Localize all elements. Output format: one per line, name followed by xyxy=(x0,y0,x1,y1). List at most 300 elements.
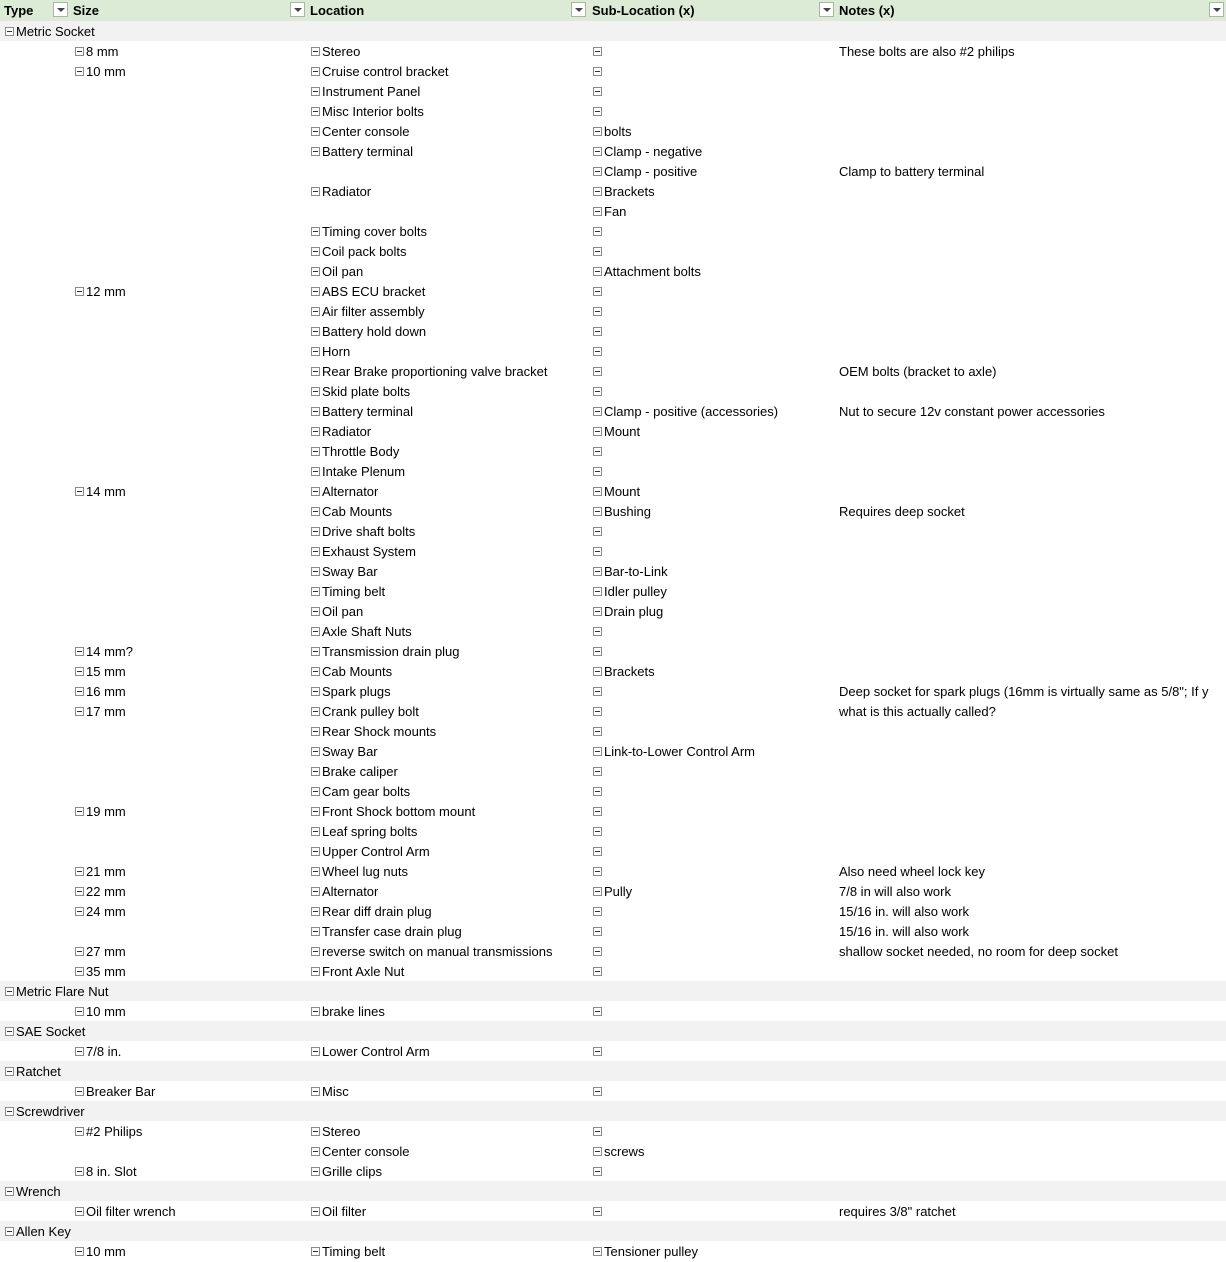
size-cell-text: 8 in. Slot xyxy=(86,1164,137,1179)
collapse-toggle-icon[interactable] xyxy=(593,247,602,256)
table-row xyxy=(0,221,1226,241)
collapse-toggle-icon[interactable] xyxy=(593,807,602,816)
location-cell-text: Cab Mounts xyxy=(322,664,393,679)
table-row xyxy=(0,361,1226,381)
collapse-toggle-icon[interactable] xyxy=(593,647,602,656)
collapse-toggle-icon[interactable] xyxy=(593,547,602,556)
size-cell-text: 17 mm xyxy=(86,704,126,719)
location-cell-text: Cab Mounts xyxy=(322,504,393,519)
collapse-toggle-icon[interactable] xyxy=(311,907,320,916)
collapse-toggle-icon[interactable] xyxy=(593,487,602,496)
collapse-toggle-icon[interactable] xyxy=(593,1007,602,1016)
collapse-toggle-icon[interactable] xyxy=(311,687,320,696)
collapse-toggle-icon[interactable] xyxy=(311,507,320,516)
header-location xyxy=(306,0,588,21)
collapse-toggle-icon[interactable] xyxy=(593,327,602,336)
collapse-toggle-icon[interactable] xyxy=(311,87,320,96)
sub-location-cell-text: Attachment bolts xyxy=(604,264,701,279)
sub-location-cell-text: bolts xyxy=(604,124,632,139)
collapse-toggle-icon[interactable] xyxy=(593,347,602,356)
notes-cell-text: requires 3/8" ratchet xyxy=(839,1204,956,1219)
notes-cell-text: Clamp to battery terminal xyxy=(839,164,985,179)
table-row xyxy=(0,81,1226,101)
location-cell-text: Alternator xyxy=(322,484,379,499)
size-cell-text: 22 mm xyxy=(86,884,126,899)
size-cell-text: 14 mm xyxy=(86,484,126,499)
collapse-toggle-icon[interactable] xyxy=(75,947,84,956)
collapse-toggle-icon[interactable] xyxy=(75,287,84,296)
collapse-toggle-icon[interactable] xyxy=(593,1047,602,1056)
collapse-toggle-icon[interactable] xyxy=(593,307,602,316)
location-cell-text: reverse switch on manual transmissions xyxy=(322,944,553,959)
collapse-toggle-icon[interactable] xyxy=(311,887,320,896)
collapse-toggle-icon[interactable] xyxy=(593,447,602,456)
collapse-toggle-icon[interactable] xyxy=(311,807,320,816)
collapse-toggle-icon[interactable] xyxy=(311,827,320,836)
table-row xyxy=(0,661,1226,681)
collapse-toggle-icon[interactable] xyxy=(75,807,84,816)
collapse-toggle-icon[interactable] xyxy=(311,267,320,276)
size-cell-text: 19 mm xyxy=(86,804,126,819)
location-cell-text: Transfer case drain plug xyxy=(322,924,462,939)
collapse-toggle-icon[interactable] xyxy=(311,1167,320,1176)
location-cell-text: Front Shock bottom mount xyxy=(322,804,476,819)
size-cell-text: #2 Philips xyxy=(86,1124,143,1139)
collapse-toggle-icon[interactable] xyxy=(311,1047,320,1056)
table-row xyxy=(0,621,1226,641)
table-row xyxy=(0,1201,1226,1221)
collapse-toggle-icon[interactable] xyxy=(593,567,602,576)
table-row xyxy=(0,601,1226,621)
collapse-toggle-icon[interactable] xyxy=(311,607,320,616)
collapse-toggle-icon[interactable] xyxy=(593,527,602,536)
collapse-toggle-icon[interactable] xyxy=(593,507,602,516)
collapse-toggle-icon[interactable] xyxy=(75,1047,84,1056)
collapse-toggle-icon[interactable] xyxy=(311,647,320,656)
collapse-toggle-icon[interactable] xyxy=(311,867,320,876)
notes-cell-text: 7/8 in will also work xyxy=(839,884,951,899)
collapse-toggle-icon[interactable] xyxy=(311,227,320,236)
collapse-toggle-icon[interactable] xyxy=(311,247,320,256)
location-cell-text: Battery terminal xyxy=(322,144,414,159)
location-cell-text: Drive shaft bolts xyxy=(322,524,416,539)
collapse-toggle-icon[interactable] xyxy=(311,1127,320,1136)
header-location-label: Location xyxy=(310,3,365,18)
location-cell-text: Misc xyxy=(322,1084,349,1099)
collapse-toggle-icon[interactable] xyxy=(593,467,602,476)
collapse-toggle-icon[interactable] xyxy=(5,1187,14,1196)
collapse-toggle-icon[interactable] xyxy=(311,727,320,736)
notes-cell-text: shallow socket needed, no room for deep socket xyxy=(839,944,1118,959)
size-cell-text: 10 mm xyxy=(86,1244,126,1259)
location-cell-text: Air filter assembly xyxy=(322,304,425,319)
collapse-toggle-icon[interactable] xyxy=(593,727,602,736)
filter-dropdown-icon[interactable] xyxy=(1209,2,1224,17)
collapse-toggle-icon[interactable] xyxy=(311,427,320,436)
collapse-toggle-icon[interactable] xyxy=(593,867,602,876)
table-row xyxy=(0,1241,1226,1261)
sub-location-cell-text: Fan xyxy=(604,204,627,219)
location-cell-text: Brake caliper xyxy=(322,764,398,779)
size-cell-text: Breaker Bar xyxy=(86,1084,156,1099)
type-group-row xyxy=(0,981,1226,1001)
collapse-toggle-icon[interactable] xyxy=(75,487,84,496)
collapse-toggle-icon[interactable] xyxy=(75,1247,84,1256)
table-row xyxy=(0,261,1226,281)
table-row xyxy=(0,581,1226,601)
collapse-toggle-icon[interactable] xyxy=(593,607,602,616)
table-row xyxy=(0,41,1226,61)
sub-location-cell-text: Brackets xyxy=(604,664,655,679)
type-cell-text: SAE Socket xyxy=(16,1024,86,1039)
table-row xyxy=(0,881,1226,901)
collapse-toggle-icon[interactable] xyxy=(593,827,602,836)
header-sub-location xyxy=(588,0,836,21)
location-cell-text: Instrument Panel xyxy=(322,84,421,99)
size-cell-text: 16 mm xyxy=(86,684,126,699)
collapse-toggle-icon[interactable] xyxy=(593,287,602,296)
table-row xyxy=(0,1161,1226,1181)
filter-dropdown-icon[interactable] xyxy=(290,2,305,17)
collapse-toggle-icon[interactable] xyxy=(311,927,320,936)
location-cell-text: Intake Plenum xyxy=(322,464,406,479)
location-cell-text: Rear diff drain plug xyxy=(322,904,432,919)
collapse-toggle-icon[interactable] xyxy=(311,147,320,156)
table-row xyxy=(0,921,1226,941)
location-cell-text: ABS ECU bracket xyxy=(322,284,426,299)
notes-cell-text: These bolts are also #2 philips xyxy=(839,44,1015,59)
collapse-toggle-icon[interactable] xyxy=(311,547,320,556)
collapse-toggle-icon[interactable] xyxy=(311,407,320,416)
collapse-toggle-icon[interactable] xyxy=(593,947,602,956)
header-sub-location-label: Sub-Location (x) xyxy=(592,3,695,18)
table-row xyxy=(0,461,1226,481)
location-cell-text: Front Axle Nut xyxy=(322,964,405,979)
table-row xyxy=(0,1001,1226,1021)
collapse-toggle-icon[interactable] xyxy=(593,187,602,196)
size-cell-text: 24 mm xyxy=(86,904,126,919)
collapse-toggle-icon[interactable] xyxy=(311,627,320,636)
size-cell-text: 35 mm xyxy=(86,964,126,979)
collapse-toggle-icon[interactable] xyxy=(593,1087,602,1096)
notes-cell-text: Requires deep socket xyxy=(839,504,965,519)
table-row xyxy=(0,861,1226,881)
notes-cell-text: 15/16 in. will also work xyxy=(839,924,970,939)
collapse-toggle-icon[interactable] xyxy=(311,587,320,596)
table-row xyxy=(0,1121,1226,1141)
table-row xyxy=(0,61,1226,81)
size-cell-text: 8 mm xyxy=(86,44,119,59)
location-cell-text: Radiator xyxy=(322,424,372,439)
location-cell-text: Lower Control Arm xyxy=(322,1044,430,1059)
collapse-toggle-icon[interactable] xyxy=(75,967,84,976)
collapse-toggle-icon[interactable] xyxy=(311,1087,320,1096)
notes-cell-text: Also need wheel lock key xyxy=(839,864,985,879)
sub-location-cell-text: Pully xyxy=(604,884,633,899)
location-cell-text: Center console xyxy=(322,1144,410,1159)
sub-location-cell-text: Clamp - negative xyxy=(604,144,703,159)
collapse-toggle-icon[interactable] xyxy=(311,1147,320,1156)
type-group-row xyxy=(0,1221,1226,1241)
header-notes-label: Notes (x) xyxy=(839,3,895,18)
type-group-row xyxy=(0,1101,1226,1121)
collapse-toggle-icon[interactable] xyxy=(593,387,602,396)
location-cell-text: Rear Shock mounts xyxy=(322,724,437,739)
collapse-toggle-icon[interactable] xyxy=(75,707,84,716)
table-row xyxy=(0,321,1226,341)
location-cell-text: Stereo xyxy=(322,44,361,59)
collapse-toggle-icon[interactable] xyxy=(593,707,602,716)
collapse-toggle-icon[interactable] xyxy=(593,907,602,916)
collapse-toggle-icon[interactable] xyxy=(75,867,84,876)
collapse-toggle-icon[interactable] xyxy=(311,307,320,316)
table-row xyxy=(0,561,1226,581)
sub-location-cell-text: Tensioner pulley xyxy=(604,1244,698,1259)
table-row xyxy=(0,121,1226,141)
type-group-row xyxy=(0,1061,1226,1081)
size-cell-text: 10 mm xyxy=(86,64,126,79)
collapse-toggle-icon[interactable] xyxy=(311,1247,320,1256)
table-row xyxy=(0,781,1226,801)
table-row xyxy=(0,281,1226,301)
table-row xyxy=(0,701,1226,721)
collapse-toggle-icon[interactable] xyxy=(75,687,84,696)
table-row xyxy=(0,901,1226,921)
sub-location-cell-text: Clamp - positive (accessories) xyxy=(604,404,779,419)
sub-location-cell-text: Mount xyxy=(604,484,641,499)
table-row xyxy=(0,1041,1226,1061)
table-row xyxy=(0,841,1226,861)
table-row xyxy=(0,741,1226,761)
location-cell-text: Timing belt xyxy=(322,584,386,599)
location-cell-text: Stereo xyxy=(322,1124,361,1139)
collapse-toggle-icon[interactable] xyxy=(593,787,602,796)
location-cell-text: Cam gear bolts xyxy=(322,784,411,799)
collapse-toggle-icon[interactable] xyxy=(311,1007,320,1016)
type-cell-text: Metric Flare Nut xyxy=(16,984,109,999)
size-cell-text: 14 mm? xyxy=(86,644,133,659)
location-cell-text: Spark plugs xyxy=(322,684,391,699)
collapse-toggle-icon[interactable] xyxy=(593,107,602,116)
location-cell-text: Wheel lug nuts xyxy=(322,864,408,879)
type-cell-text: Ratchet xyxy=(16,1064,61,1079)
collapse-toggle-icon[interactable] xyxy=(593,47,602,56)
collapse-toggle-icon[interactable] xyxy=(311,367,320,376)
location-cell-text: Sway Bar xyxy=(322,564,378,579)
collapse-toggle-icon[interactable] xyxy=(5,1067,14,1076)
collapse-toggle-icon[interactable] xyxy=(593,1167,602,1176)
table-row xyxy=(0,1141,1226,1161)
collapse-toggle-icon[interactable] xyxy=(311,1207,320,1216)
table-row xyxy=(0,181,1226,201)
collapse-toggle-icon[interactable] xyxy=(75,1127,84,1136)
collapse-toggle-icon[interactable] xyxy=(593,147,602,156)
table-row xyxy=(0,161,1226,181)
location-cell-text: Cruise control bracket xyxy=(322,64,449,79)
collapse-toggle-icon[interactable] xyxy=(593,667,602,676)
table-row xyxy=(0,521,1226,541)
collapse-toggle-icon[interactable] xyxy=(75,1087,84,1096)
table-row xyxy=(0,721,1226,741)
collapse-toggle-icon[interactable] xyxy=(311,47,320,56)
collapse-toggle-icon[interactable] xyxy=(593,167,602,176)
header-notes xyxy=(835,0,1226,21)
type-group-row xyxy=(0,21,1226,41)
table-row xyxy=(0,541,1226,561)
collapse-toggle-icon[interactable] xyxy=(311,287,320,296)
collapse-toggle-icon[interactable] xyxy=(593,267,602,276)
collapse-toggle-icon[interactable] xyxy=(311,467,320,476)
location-cell-text: Leaf spring bolts xyxy=(322,824,418,839)
collapse-toggle-icon[interactable] xyxy=(5,1107,14,1116)
type-cell-text: Screwdriver xyxy=(16,1104,85,1119)
filter-dropdown-icon[interactable] xyxy=(571,2,586,17)
size-cell-text: 7/8 in. xyxy=(86,1044,122,1059)
collapse-toggle-icon[interactable] xyxy=(311,567,320,576)
location-cell-text: Crank pulley bolt xyxy=(322,704,419,719)
location-cell-text: Battery terminal xyxy=(322,404,414,419)
collapse-toggle-icon[interactable] xyxy=(75,887,84,896)
location-cell-text: Rear Brake proportioning valve bracket xyxy=(322,364,548,379)
collapse-toggle-icon[interactable] xyxy=(593,967,602,976)
type-group-row xyxy=(0,1181,1226,1201)
table-row xyxy=(0,641,1226,661)
collapse-toggle-icon[interactable] xyxy=(311,67,320,76)
type-cell-text: Metric Socket xyxy=(16,24,95,39)
collapse-toggle-icon[interactable] xyxy=(5,987,14,996)
table-row xyxy=(0,301,1226,321)
location-cell-text: Transmission drain plug xyxy=(322,644,460,659)
table-row xyxy=(0,381,1226,401)
notes-cell-text: OEM bolts (bracket to axle) xyxy=(839,364,997,379)
table-row xyxy=(0,241,1226,261)
size-cell-text: 10 mm xyxy=(86,1004,126,1019)
sub-location-cell-text: Clamp - positive xyxy=(604,164,698,179)
table-row xyxy=(0,821,1226,841)
location-cell-text: Exhaust System xyxy=(322,544,416,559)
collapse-toggle-icon[interactable] xyxy=(75,47,84,56)
header-type-label: Type xyxy=(4,3,34,18)
collapse-toggle-icon[interactable] xyxy=(311,347,320,356)
collapse-toggle-icon[interactable] xyxy=(75,907,84,916)
collapse-toggle-icon[interactable] xyxy=(593,127,602,136)
sub-location-cell-text: Bushing xyxy=(604,504,651,519)
location-cell-text: Alternator xyxy=(322,884,379,899)
table-row xyxy=(0,1081,1226,1101)
collapse-toggle-icon[interactable] xyxy=(593,847,602,856)
collapse-toggle-icon[interactable] xyxy=(593,1247,602,1256)
location-cell-text: Misc Interior bolts xyxy=(322,104,424,119)
table-row xyxy=(0,801,1226,821)
table-row xyxy=(0,141,1226,161)
collapse-toggle-icon[interactable] xyxy=(5,1027,14,1036)
location-cell-text: Timing belt xyxy=(322,1244,386,1259)
location-cell-text: brake lines xyxy=(322,1004,385,1019)
collapse-toggle-icon[interactable] xyxy=(311,847,320,856)
collapse-toggle-icon[interactable] xyxy=(311,527,320,536)
collapse-toggle-icon[interactable] xyxy=(593,207,602,216)
collapse-toggle-icon[interactable] xyxy=(593,767,602,776)
collapse-toggle-icon[interactable] xyxy=(311,667,320,676)
collapse-toggle-icon[interactable] xyxy=(311,387,320,396)
collapse-toggle-icon[interactable] xyxy=(311,707,320,716)
collapse-toggle-icon[interactable] xyxy=(75,1167,84,1176)
notes-cell-text: 15/16 in. will also work xyxy=(839,904,970,919)
table-row xyxy=(0,441,1226,461)
collapse-toggle-icon[interactable] xyxy=(75,1007,84,1016)
notes-cell-text: Nut to secure 12v constant power accessories xyxy=(839,404,1105,419)
collapse-toggle-icon[interactable] xyxy=(75,67,84,76)
collapse-toggle-icon[interactable] xyxy=(593,887,602,896)
type-cell-text: Allen Key xyxy=(16,1224,71,1239)
location-cell-text: Oil filter xyxy=(322,1204,367,1219)
table-row xyxy=(0,481,1226,501)
location-cell-text: Battery hold down xyxy=(322,324,427,339)
size-cell-text: Oil filter wrench xyxy=(86,1204,176,1219)
location-cell-text: Upper Control Arm xyxy=(322,844,430,859)
collapse-toggle-icon[interactable] xyxy=(311,187,320,196)
collapse-toggle-icon[interactable] xyxy=(593,1207,602,1216)
collapse-toggle-icon[interactable] xyxy=(593,367,602,376)
location-cell-text: Center console xyxy=(322,124,410,139)
collapse-toggle-icon[interactable] xyxy=(593,687,602,696)
collapse-toggle-icon[interactable] xyxy=(311,107,320,116)
notes-cell-text: what is this actually called? xyxy=(839,704,996,719)
location-cell-text: Oil pan xyxy=(322,604,364,619)
collapse-toggle-icon[interactable] xyxy=(311,787,320,796)
collapse-toggle-icon[interactable] xyxy=(5,27,14,36)
collapse-toggle-icon[interactable] xyxy=(311,767,320,776)
collapse-toggle-icon[interactable] xyxy=(75,667,84,676)
header-size-label: Size xyxy=(73,3,100,18)
collapse-toggle-icon[interactable] xyxy=(5,1227,14,1236)
collapse-toggle-icon[interactable] xyxy=(311,447,320,456)
collapse-toggle-icon[interactable] xyxy=(311,487,320,496)
sub-location-cell-text: Brackets xyxy=(604,184,655,199)
collapse-toggle-icon[interactable] xyxy=(593,407,602,416)
collapse-toggle-icon[interactable] xyxy=(593,1127,602,1136)
table-row xyxy=(0,201,1226,221)
sub-location-cell-text: Drain plug xyxy=(604,604,664,619)
collapse-toggle-icon[interactable] xyxy=(593,427,602,436)
collapse-toggle-icon[interactable] xyxy=(311,947,320,956)
collapse-toggle-icon[interactable] xyxy=(593,1147,602,1156)
collapse-toggle-icon[interactable] xyxy=(593,627,602,636)
location-cell-text: Timing cover bolts xyxy=(322,224,427,239)
collapse-toggle-icon[interactable] xyxy=(593,927,602,936)
collapse-toggle-icon[interactable] xyxy=(75,1207,84,1216)
collapse-toggle-icon[interactable] xyxy=(593,67,602,76)
collapse-toggle-icon[interactable] xyxy=(75,647,84,656)
collapse-toggle-icon[interactable] xyxy=(311,327,320,336)
collapse-toggle-icon[interactable] xyxy=(593,227,602,236)
collapse-toggle-icon[interactable] xyxy=(593,587,602,596)
filter-dropdown-icon[interactable] xyxy=(819,2,834,17)
collapse-toggle-icon[interactable] xyxy=(593,747,602,756)
notes-cell-text: Deep socket for spark plugs (16mm is virtually same as 5/8"; If y xyxy=(839,684,1209,699)
type-group-row xyxy=(0,1021,1226,1041)
header-type xyxy=(0,0,70,21)
collapse-toggle-icon[interactable] xyxy=(593,87,602,96)
table-row xyxy=(0,101,1226,121)
collapse-toggle-icon[interactable] xyxy=(311,967,320,976)
size-cell-text: 15 mm xyxy=(86,664,126,679)
sub-location-cell-text: Mount xyxy=(604,424,641,439)
collapse-toggle-icon[interactable] xyxy=(311,127,320,136)
collapse-toggle-icon[interactable] xyxy=(311,747,320,756)
filter-dropdown-icon[interactable] xyxy=(53,2,68,17)
size-cell-text: 12 mm xyxy=(86,284,126,299)
